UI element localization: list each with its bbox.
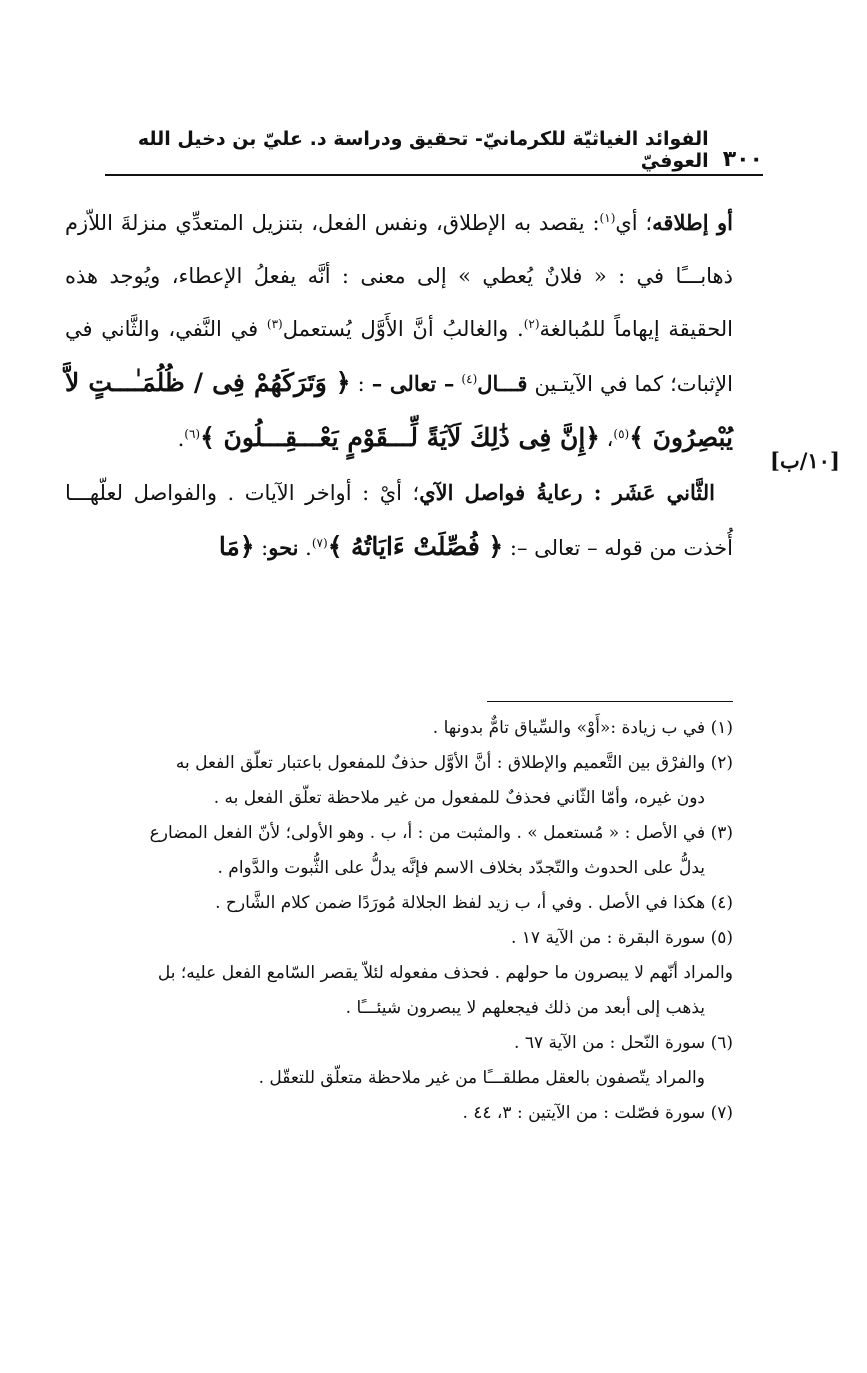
nahw-word: نحو [268,535,299,560]
qala-word: قـــال [477,371,528,396]
manuscript-folio-marker: [١٠/ب] [770,448,840,473]
quran-verse-1: ﴿ وَتَرَكَهُمْ فِى / ظُلُمَـٰـــتٍ لاَّ يُبْصِرُونَ ﴾ [65,368,733,452]
footnote-3-continued: يدلُّ على الحدوث والتّجدّد بخلاف الاسم فإنَّه يدلُّ على الثُّبوت والدَّوام . [217,858,705,878]
footnote-6: (٦) سورة النّحل : من الآية ٦٧ . [514,1033,733,1053]
footnote-ref-1: (١) [599,211,616,225]
footnote-ref-3: (٣) [266,317,283,331]
footnote-5-explanation: والمراد أنّهم لا يبصرون ما حولهم . فحذف مفعوله لئلاّ يقصر السّامع الفعل عليه؛ بل [157,963,733,983]
footnote-5-continued: يذهب إلى أبعد من ذلك فيجعلهم لا يبصرون شيئـــًا . [345,998,705,1018]
footnote-ref-7: (٧) [311,536,328,550]
footnote-ref-4: (٤) [461,372,478,386]
text-span: : [350,372,372,396]
footnote-5: (٥) سورة البقرة : من الآية ١٧ . [510,928,733,948]
header-rule [105,174,763,176]
footnote-6-explanation: والمراد يتّصفون بالعقل مطلقـــًا من غير ملاحظة متعلّق للتعقّل . [258,1068,705,1088]
page-number: ٣٠٠ [722,147,763,172]
lead-term: أو إطلاقه [652,210,734,235]
text-span: ؛ أي [615,211,653,235]
text-span: . [177,427,185,451]
footnote-2-continued: دون غيره، وأمّا الثّاني فحذفٌ للمفعول من غير ملاحظة تعلّق الفعل به . [213,788,705,808]
taala-phrase: – تعالى – [371,371,455,396]
quran-verse-start: ﴿مَا [218,532,255,561]
footnote-ref-6: (٦) [184,427,201,441]
footnotes [58,711,733,1131]
text-span: في النَّفي، والثَّاني في الإثبات؛ كما في الآيتـين [65,317,733,396]
quran-verse-3: ﴿ فُصِّلَتْ ءَايَاتُهُ ﴾ [327,532,504,561]
footnote-7: (٧) سورة فصّلت : من الآيتين : ٣، ٤٤ . [462,1103,733,1123]
main-text [65,196,733,575]
footnote-separator [487,701,733,702]
running-title: الفوائد الغياثيّة للكرمانيّ- تحقيق ودراسة د. عليّ بن دخيل الله العوفيّ [137,128,709,172]
text-span: : [254,536,269,560]
footnote-ref-2: (٢) [523,317,540,331]
footnote-ref-5: (٥) [613,427,630,441]
paragraph-1 [65,196,733,466]
page-header [105,128,763,172]
section-heading: الثَّاني عَشَر : رعايةُ فواصل الآي [419,480,715,505]
footnote-1: (١) في ب زيادة :«أَوْ» والسِّياق تامٌّ بدونها . [432,718,733,738]
quran-verse-2: ﴿إِنَّ فِى ذَٰلِكَ لَآيَةً لِّـــقَوْمٍ يَعْـــقِـــلُونَ ﴾ [200,423,600,452]
footnote-2: (٢) والفرْق بين التَّعميم والإطلاق : أنَّ الأوَّل حذفٌ للمفعول باعتبار تعلّق الفعل به [175,753,733,773]
footnote-4: (٤) هكذا في الأصل . وفي أ، ب زيد لفظ الجلالة مُورَدًا ضمن كلام الشَّارح . [215,893,733,913]
paragraph-2 [65,466,733,575]
text-span: . [298,536,312,560]
text-span: ، [599,427,614,451]
text-span: : يقصد به الإطلاق، ونفس الفعل، بتنزيل المتعدِّي منزلةَ اللاّزم ذهابـــًا في : « فلانٌ يُعطي » إلى معنى : أنَّه يفعلُ الإعطاء، ويُوجد هذه الحقيقة إيهاماً للمُبالغة [65,211,734,341]
text-span: . والغالبُ أنَّ الأَوَّل يُستعمل [282,317,524,341]
text-span: ؛ أيْ : أواخر الآيات . والفواصل لعلّهـــا أُخذت من قوله – تعالى –: [65,481,733,560]
footnote-3: (٣) في الأصل : « مُستعمل » . والمثبت من : أ، ب . وهو الأولى؛ لأنّ الفعل المضارع [149,823,733,843]
